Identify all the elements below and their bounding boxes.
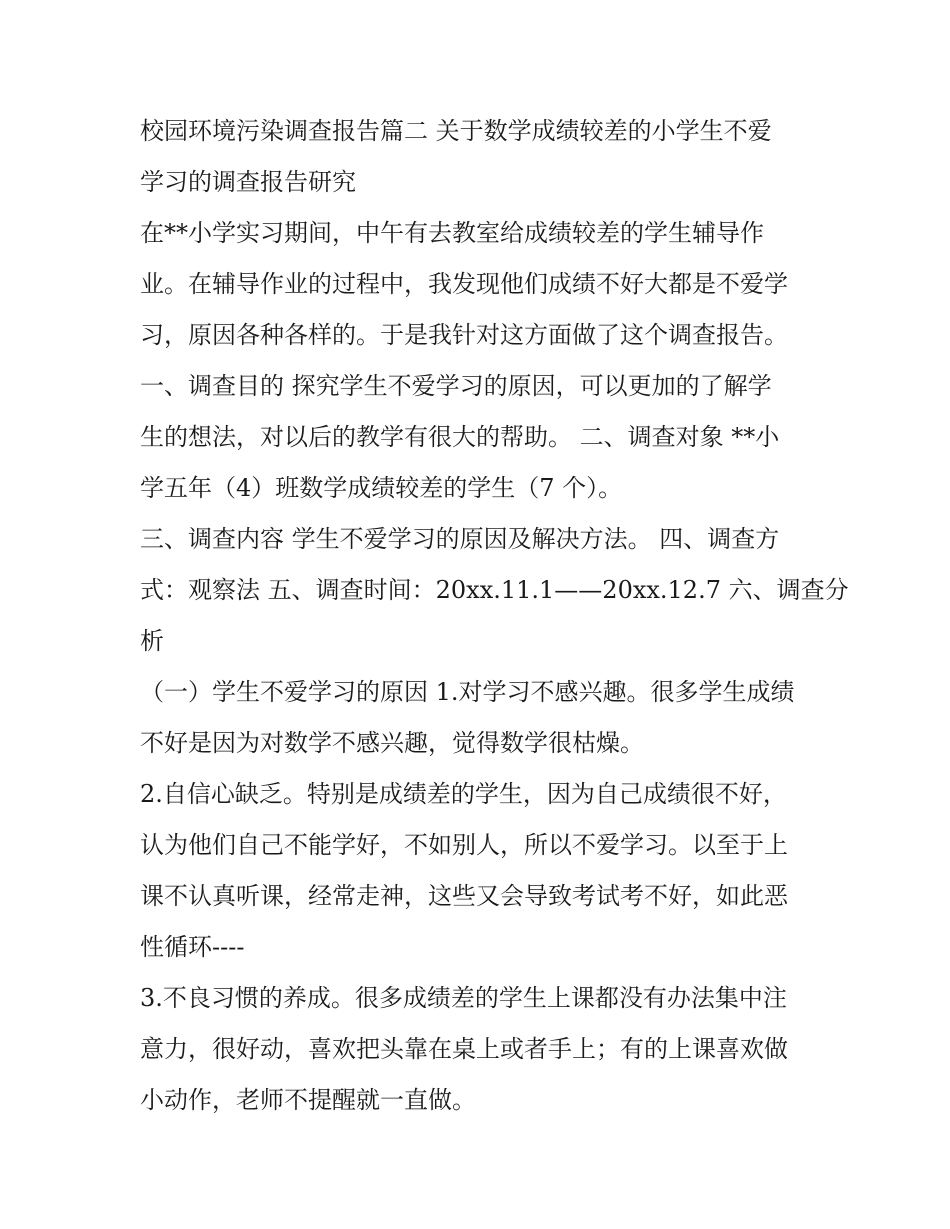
paragraph-title <box>140 106 820 208</box>
text-line: 认为他们自己不能学好，不如别人，所以不爱学习。以至于上 <box>140 831 788 859</box>
text-line: 在**小学实习期间，中午有去教室给成绩较差的学生辅导作 <box>140 219 764 247</box>
paragraph-reason-2 <box>140 769 820 973</box>
text-line: 学习的调查报告研究 <box>140 168 356 196</box>
text-line: 业。在辅导作业的过程中，我发现他们成绩不好大都是不爱学 <box>140 270 788 298</box>
text-line: 课不认真听课，经常走神，这些又会导致考试考不好，如此恶 <box>140 882 788 910</box>
text-line: 习，原因各种各样的。于是我针对这方面做了这个调查报告。 <box>140 321 788 349</box>
text-line: 性循环---- <box>140 933 245 961</box>
paragraph-reason-1 <box>140 667 820 769</box>
text-line: 2.自信心缺乏。特别是成绩差的学生，因为自己成绩很不好， <box>140 780 787 808</box>
text-line: （一）学生不爱学习的原因 1.对学习不感兴趣。很多学生成绩 <box>140 678 795 706</box>
paragraph-intro <box>140 208 820 514</box>
text-line: 3.不良习惯的养成。很多成绩差的学生上课都没有办法集中注 <box>140 984 787 1012</box>
text-line: 式：观察法 五、调查时间：20xx.11.1——20xx.12.7 六、调查分 <box>140 576 849 604</box>
text-line: 不好是因为对数学不感兴趣，觉得数学很枯燥。 <box>140 729 644 757</box>
text-line: 一、调查目的 探究学生不爱学习的原因，可以更加的了解学 <box>140 372 772 400</box>
text-line: 小动作，老师不提醒就一直做。 <box>140 1086 476 1114</box>
text-line: 生的想法，对以后的教学有很大的帮助。 二、调查对象 **小 <box>140 423 780 451</box>
text-line: 学五年（4）班数学成绩较差的学生（7 个）。 <box>140 474 623 502</box>
text-line: 三、调查内容 学生不爱学习的原因及解决方法。 四、调查方 <box>140 525 780 553</box>
text-line: 意力，很好动，喜欢把头靠在桌上或者手上；有的上课喜欢做 <box>140 1035 788 1063</box>
document-body <box>140 106 849 1126</box>
text-line: 析 <box>140 627 164 655</box>
paragraph-survey-method <box>140 514 849 667</box>
text-line: 校园环境污染调查报告篇二 关于数学成绩较差的小学生不爱 <box>140 117 772 145</box>
paragraph-reason-3 <box>140 973 820 1126</box>
